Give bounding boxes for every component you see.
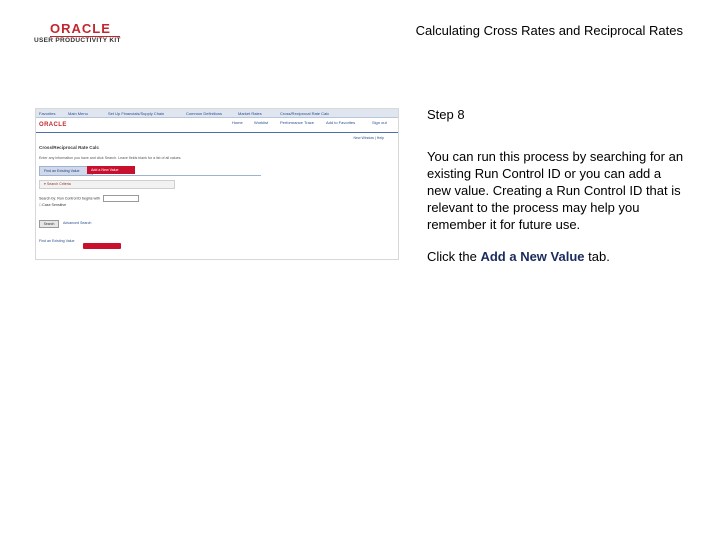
tab-underline (39, 175, 261, 176)
case-sensitive-label: Case Sensitive (42, 203, 67, 207)
header-link-add-favorites: Add to Favorites (326, 120, 356, 125)
search-by-row (39, 195, 139, 202)
nav-common-definitions: Common Definitions (186, 111, 223, 116)
bottom-links (39, 239, 75, 243)
click-target: Add a New Value (480, 249, 585, 264)
search-button[interactable]: Search (39, 220, 59, 228)
tab-add-new-value[interactable]: Add a New Value (87, 166, 135, 174)
click-prefix: Click the (427, 249, 481, 264)
header-link-worklist: Worklist (254, 120, 269, 125)
search-by-operator[interactable]: Run Control ID begins with (57, 196, 100, 201)
screenshot-right-links: New Window | Help (353, 136, 384, 140)
header-divider (36, 132, 398, 133)
step-label: Step 8 (427, 107, 465, 122)
add-new-value-highlight[interactable] (83, 243, 121, 249)
bottom-find-existing-link[interactable]: Find an Existing Value (39, 239, 75, 243)
screenshot-instruction: Enter any information you have and click Search. Leave fields blank for a list of all values. (39, 156, 182, 160)
search-criteria-header[interactable]: ▾ Search Criteria (39, 180, 175, 189)
advanced-search-link[interactable]: Advanced Search (63, 221, 92, 225)
header-link-sign-out: Sign out (372, 120, 387, 125)
document-title: Calculating Cross Rates and Reciprocal Rates (415, 23, 683, 38)
screenshot-oracle-logo: ORACLE (39, 122, 67, 128)
nav-market-rates: Market Rates (238, 111, 262, 116)
tab-find-existing-value[interactable]: Find an Existing Value (39, 166, 93, 176)
screenshot-nav-bar (36, 109, 398, 118)
header-link-home: Home (232, 120, 243, 125)
upk-subtitle: USER PRODUCTIVITY KIT (34, 37, 121, 44)
case-sensitive-row[interactable]: □ Case Sensitive (39, 203, 67, 207)
nav-main-menu: Main Menu (68, 111, 88, 116)
nav-cross-rate-calc: Cross/Reciprocal Rate Calc (280, 111, 330, 116)
screenshot-header (36, 118, 398, 132)
search-input[interactable] (103, 195, 139, 202)
click-instruction (427, 249, 610, 264)
nav-setup-financials: Set Up Financials/Supply Chain (108, 111, 165, 116)
header-link-performance-trace: Performance Trace (280, 120, 315, 125)
instruction-paragraph: You can run this process by searching for an existing Run Control ID or you can add a new value. Creating a Run Control ID that is relevant to the process may help you remember it for future use. (427, 149, 684, 232)
screenshot-page-title: Cross/Reciprocal Rate Calc (39, 145, 99, 150)
search-criteria-label: Search Criteria (46, 182, 71, 186)
search-by-label: Search by: (39, 196, 57, 201)
embedded-screenshot (35, 108, 399, 260)
logo-divider (50, 36, 120, 37)
oracle-upk-logo (34, 22, 126, 48)
oracle-brand: ORACLE (50, 21, 111, 36)
click-suffix: tab. (584, 249, 610, 264)
nav-favorites: Favorites (39, 111, 56, 116)
